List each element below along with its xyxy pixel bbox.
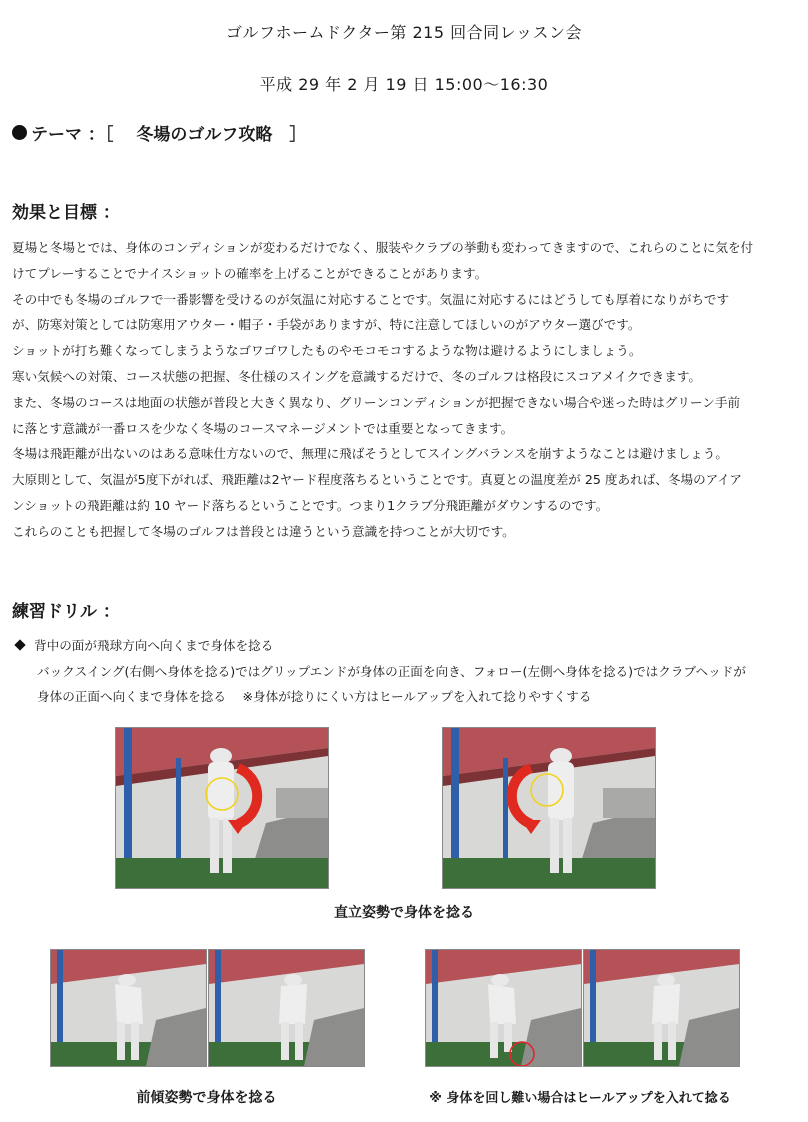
effects-line: 大原則として、気温が5度下がれば、飛距離は2ヤード程度落ちるということです。真夏との温度差が 25 度あれば、冬場のアイア xyxy=(12,472,742,488)
effects-line: 寒い気候への対策、コース状態の把握、冬仕様のスイングを意識するだけで、冬のゴルフは格段にスコアメイクできます。 xyxy=(12,368,702,384)
drill-item-line: バックスイング(右側へ身体を捻る)ではグリップエンドが身体の正面を向き、フォロー(左側へ身体を捻る)ではクラブヘッドが xyxy=(37,663,746,679)
effects-line: ショットが打ち難くなってしまうようなゴワゴワしたものやモコモコするような物は避けるようにしましょう。 xyxy=(12,343,642,359)
diamond-bullet-icon xyxy=(14,639,25,650)
drill-heading: 練習ドリル ： xyxy=(12,602,120,622)
document-title: ゴルフホームドクター第 215 回合同レッスン会 xyxy=(226,23,582,42)
bullet-dot-icon xyxy=(12,125,27,140)
photo-heelup-follow xyxy=(583,949,740,1067)
caption-heelup-note: ※ 身体を回し難い場合はヒールアップを入れて捻る xyxy=(429,1091,731,1106)
effects-line: に落とす意識が一番ロスを少なく冬場のコースマネージメントでは重要となってきます。 xyxy=(12,420,514,436)
drill-item xyxy=(12,633,746,710)
photo-upright-backswing xyxy=(115,727,329,889)
effects-line: が、防寒対策としては防寒用アウター・帽子・手袋がありますが、特に注意してほしいのがアウター選びです。 xyxy=(12,317,641,333)
photo-heelup-backswing xyxy=(425,949,582,1067)
effects-heading: 効果と目標 ： xyxy=(12,203,120,223)
drill-item-title: 背中の面が飛球方向へ向くまで身体を捻る xyxy=(34,638,274,653)
theme-line xyxy=(12,120,306,145)
caption-forward: 前傾姿勢で身体を捻る xyxy=(136,1090,277,1106)
effects-body xyxy=(12,235,802,545)
caption-upright: 直立姿勢で身体を捻る xyxy=(334,905,474,921)
effects-line: その中でも冬場のゴルフで一番影響を受けるのが気温に対応することです。気温に対応するにはどうしても厚着になりがちです xyxy=(12,291,730,307)
drill-item-line: 身体の正面へ向くまで身体を捻る ※身体が捻りにくい方はヒールアップを入れて捻りやすくする xyxy=(37,689,592,704)
theme-label: テーマ ：［ 冬場のゴルフ攻略 ］ xyxy=(31,125,307,145)
photo-upright-follow xyxy=(442,727,656,889)
drill-item-title-row xyxy=(12,633,746,659)
effects-line: ンショットの飛距離は約 10 ヤード落ちるということです。つまり1クラブ分飛距離がダウンするのです。 xyxy=(12,497,609,513)
photo-forward-follow xyxy=(208,949,365,1067)
effects-line: これらのことも把握して冬場のゴルフは普段とは違うという意識を持つことが大切です。 xyxy=(12,523,515,539)
event-date: 平成 29 年 2 月 19 日 15:00〜16:30 xyxy=(259,75,549,94)
effects-line: 冬場は飛距離が出ないのはある意味仕方ないので、無理に飛ばそうとしてスイングバランスを崩すようなことは避けましょう。 xyxy=(12,446,728,462)
effects-line: けてプレーすることでナイスショットの確率を上げることができることがあります。 xyxy=(12,265,488,281)
effects-line: 夏場と冬場とでは、身体のコンディションが変わるだけでなく、服装やクラブの挙動も変わってきますので、これらのことに気を付 xyxy=(12,240,754,255)
effects-line: また、冬場のコースは地面の状態が普段と大きく異なり、グリーンコンディションが把握できない場合や迷った時はグリーン手前 xyxy=(12,394,741,410)
photo-forward-backswing xyxy=(50,949,207,1067)
